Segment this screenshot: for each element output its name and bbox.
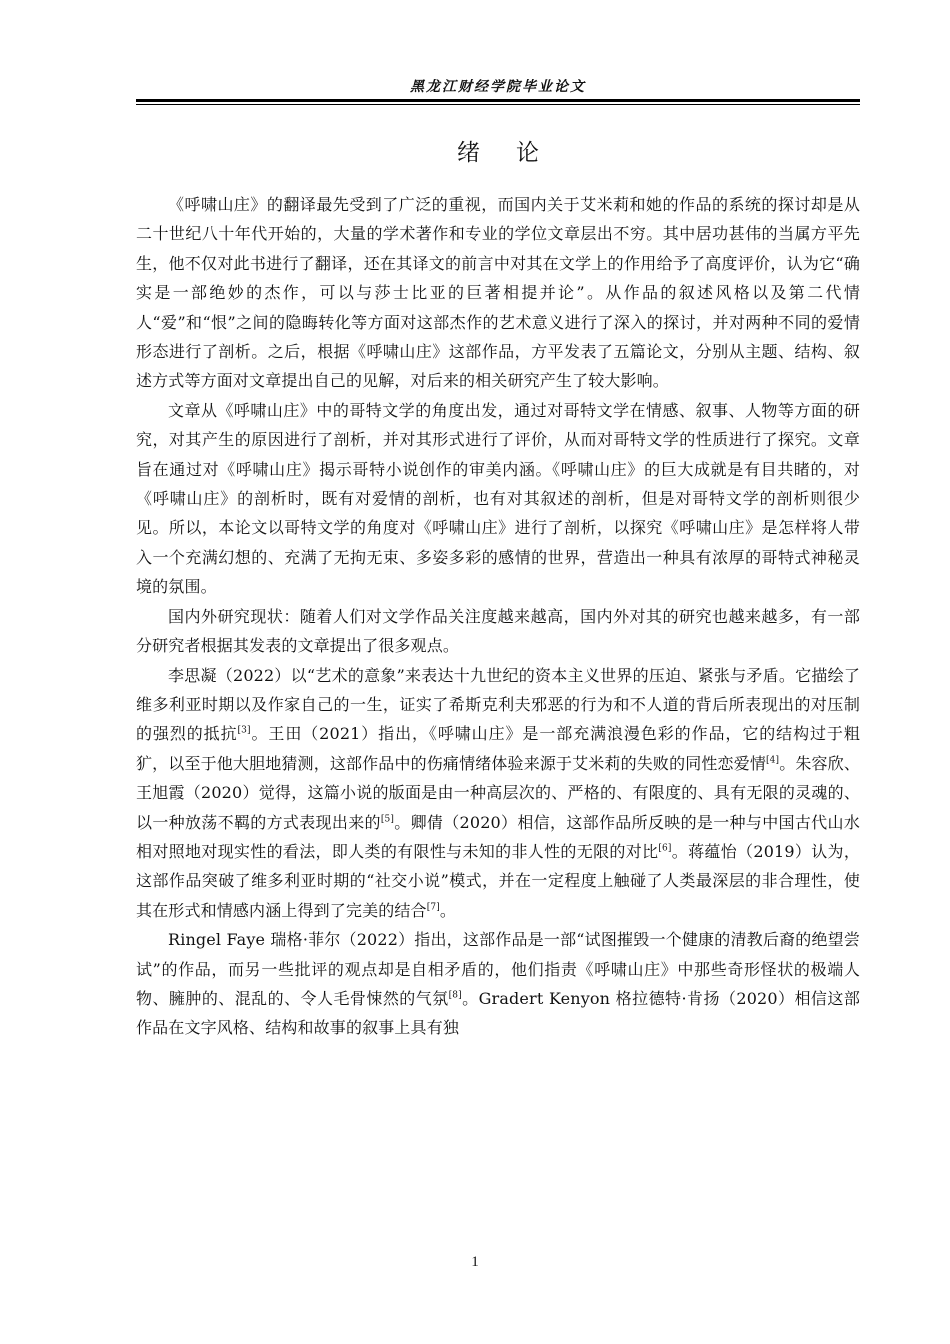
citation-7: [7] <box>426 902 440 913</box>
paragraph-3: 国内外研究现状：随着人们对文学作品关注度越来越高，国内外对其的研究也越来越多，有一部分研究者根据其发表的文章提出了很多观点。 <box>136 606 860 656</box>
body-text <box>136 190 860 1043</box>
paragraph-4: 李思凝（2022）以“艺术的意象”来表达十九世纪的资本主义世界的压迫、紧张与矛盾。它描绘了维多利亚时期以及作家自己的一生，证实了希斯克利夫邪恶的行为和不人道的背后所表现出的对压制的强烈的抵抗[3]。王田（2021）指出，《呼啸山庄》是一部充满浪漫色彩的作品，它的结构过于粗犷，以至于他大胆地猜测，这部作品中的伤痛情绪体验来源于艾米莉的失败的同性恋爱情[4]。朱容欣、王旭霞（2020）觉得，这篇小说的版面是由一种高层次的、严格的、有限度的、具有无限的灵魂的、以一种放荡不羁的方式表现出来的[5]。卿倩（2020）相信，这部作品所反映的是一种与中国古代山水相对照地对现实性的看法，即人类的有限性与未知的非人性的无限的对比[6]。蒋蕴怡（2019）认为，这部作品突破了维多利亚时期的“社交小说”模式，并在一定程度上触碰了人类最深层的非合理性，使其在形式和情感内涵上得到了完美的结合[7]。 <box>136 665 861 920</box>
header-rule-thin <box>136 104 860 105</box>
paragraph-5: Ringel Faye 瑞格·菲尔（2022）指出，这部作品是一部“试图摧毁一个健康的清教后裔的绝望尝试”的作品，而另一些批评的观点却是自相矛盾的，他们指责《呼啸山庄》中那些奇形怪状的极端人物、臃肿的、混乱的、令人毛骨悚然的气氛[8]。Gradert Kenyon 格拉德特·肯扬（2020）相信这部作品在文字风格、结构和故事的叙事上具有独 <box>136 930 860 1038</box>
paragraph-4-segment-2: 王田（2021）指出，《呼啸山庄》是一部充满浪漫色彩的作品，它的结构过于粗犷，以至于他大胆地猜测，这部作品中的伤痛情绪体验来源于艾米莉的失败的同性恋爱情 <box>136 724 860 773</box>
paragraph-4-segment-5: 蒋蕴怡（2019）认为，这部作品突破了维多利亚时期的“社交小说”模式，并在一定程度上触碰了人类最深层的非合理性，使其在形式和情感内涵上得到了完美的结合 <box>136 841 860 920</box>
citation-3: [3] <box>237 725 251 736</box>
citation-4: [4] <box>766 755 780 766</box>
citation-5: [5] <box>380 814 395 825</box>
paragraph-1: 《呼啸山庄》的翻译最先受到了广泛的重视，而国内关于艾米莉和她的作品的系统的探讨却是从二十世纪八十年代开始的，大量的学术著作和专业的学位文章层出不穷。其中居功甚伟的当属方平先生，他不仅对此书进行了翻译，还在其译文的前言中对其在文学上的作用给予了高度评价，认为它“确实是一部绝妙的杰作，可以与莎士比亚的巨著相提并论”。从作品的叙述风格以及第二代情人“爱”和“恨”之间的隐晦转化等方面对这部杰作的艺术意义进行了深入的探讨，并对两种不同的爱情形态进行了剖析。之后，根据《呼啸山庄》这部作品，方平发表了五篇论文，分别从主题、结构、叙述方式等方面对文章提出自己的见解，对后来的相关研究产生了较大影响。 <box>136 195 860 391</box>
running-header: 黑龙江财经学院毕业论文 <box>410 79 586 95</box>
paragraph-4-segment-3: 朱容欣、王旭霞（2020）觉得，这篇小说的版面是由一种高层次的、严格的、有限度的、具有无限的灵魂的、以一种放荡不羁的方式表现出来的 <box>136 753 861 832</box>
section-title: 绪论 <box>457 140 575 166</box>
paragraph-5-segment-2: Gradert Kenyon 格拉德特·肯扬（2020）相信这部作品在文字风格、结构和故事的叙事上具有独 <box>136 988 860 1038</box>
paragraph-2: 文章从《呼啸山庄》中的哥特文学的角度出发，通过对哥特文学在情感、叙事、人物等方面的研究，对其产生的原因进行了剖析，并对其形式进行了评价，从而对哥特文学的性质进行了探究。文章旨在通过对《呼啸山庄》揭示哥特小说创作的审美内涵。《呼啸山庄》的巨大成就是有目共睹的，对《呼啸山庄》的剖析时，既有对爱情的剖析，也有对其叙述的剖析，但是对哥特文学的剖析则很少见。所以，本论文以哥特文学的角度对《呼啸山庄》进行了剖析，以探究《呼啸山庄》是怎样将人带入一个充满幻想的、充满了无拘无束、多姿多彩的感情的世界，营造出一种具有浓厚的哥特式神秘灵境的氛围。 <box>136 400 860 597</box>
page-number: 1 <box>471 1254 479 1270</box>
paragraph-5-segment-1: Ringel Faye 瑞格·菲尔（2022）指出，这部作品是一部“试图摧毁一个健康的清教后裔的绝望尝试”的作品，而另一些批评的观点却是自相矛盾的，他们指责《呼啸山庄》中那些奇形怪状的极端人物、臃肿的、混乱的、令人毛骨悚然的气氛 <box>136 930 860 1008</box>
citation-8: [8] <box>448 990 462 1001</box>
paragraph-4-tail: 。 <box>439 900 457 920</box>
paragraph-4-segment-1: 李思凝（2022）以“艺术的意象”来表达十九世纪的资本主义世界的压迫、紧张与矛盾。它描绘了维多利亚时期以及作家自己的一生，证实了希斯克利夫邪恶的行为和不人道的背后所表现出的对压制的强烈的抵抗 <box>136 665 860 744</box>
paragraph-4-segment-4: 卿倩（2020）相信，这部作品所反映的是一种与中国古代山水相对照地对现实性的看法，即人类的有限性与未知的非人性的无限的对比 <box>136 812 860 861</box>
header-rule-thick <box>136 99 860 102</box>
citation-6: [6] <box>658 843 672 854</box>
